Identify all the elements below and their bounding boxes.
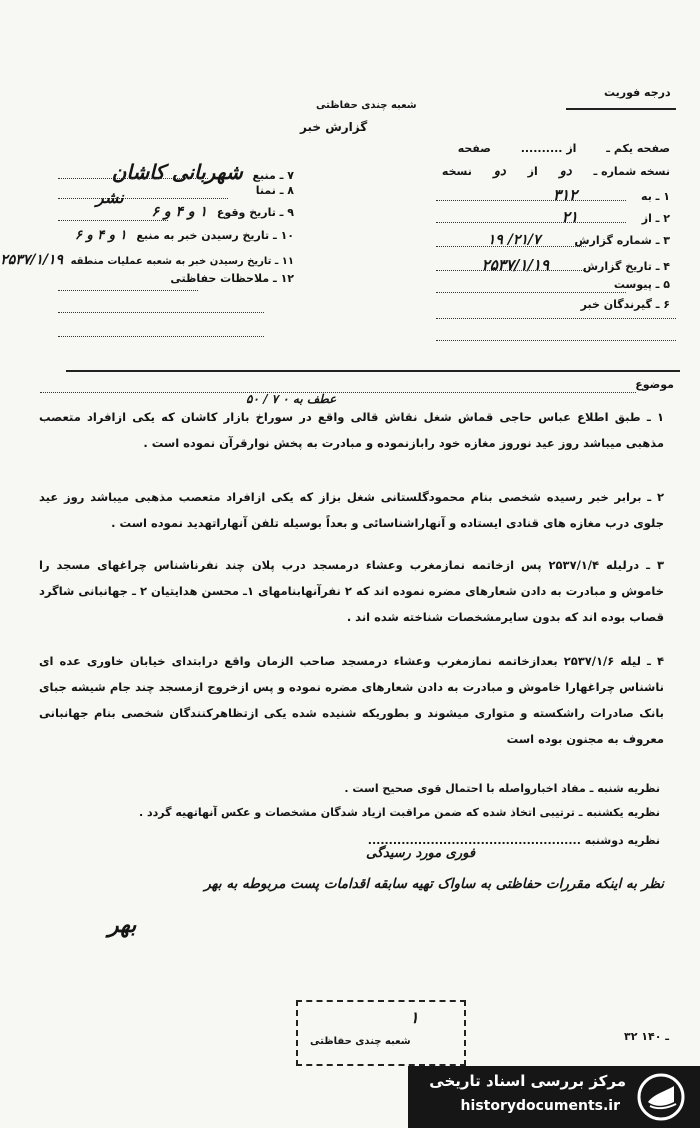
received-date-field <box>75 228 294 243</box>
field-label: نسخه شماره ـ <box>593 165 670 178</box>
subject-label: موضوع <box>635 378 674 391</box>
field-label: ۹ ـ تاریخ وقوع <box>216 206 294 219</box>
source-field <box>112 160 294 184</box>
dotted-line <box>58 198 228 199</box>
dotted-line <box>436 246 586 247</box>
paragraph-3: ۳ ـ درلیله ۲۵۳۷/۱/۴ پس ازخاتمه نمازمغرب وعشاء درمسجد درب پلان چند نفرناشناس چراغهای مسجد را خاموش و مبادرت به دادن شعارهای مضره نموده اند که ۲ نفرآنهابنامهای ۱ـ محسن هدایتیان ۲ ـ جهانبانی شاگرد قصاب بوده اند که بدون سایرمشخصات شناخته شده اند . <box>39 558 664 624</box>
report-date-field <box>482 256 670 274</box>
field-value: شهربانی کاشان <box>111 160 243 184</box>
dotted-line <box>436 318 676 319</box>
urgency-label: درجه فوریت <box>604 86 671 99</box>
opinion-sunday: نظریه یکشنبه ـ ترتیبی اتخاذ شده که ضمن مراقبت ازیاد شدگان مشخصات و عکس آنهاتهیه گردد . <box>138 806 660 819</box>
opinion-monday: نظریه دوشنبه ................................................... <box>367 834 660 847</box>
registry-stamp <box>296 1000 466 1066</box>
paragraph-1: ۱ ـ طبق اطلاع عباس حاجی قماش شغل نقاش قالی واقع در سوراخ بازار کاشان که یکی ازافراد متعصب مذهبی میباشد روز عید نوروز مغازه خود رابازنموده و مبادرت به پخش نوارقرآن نموده است . <box>39 410 664 450</box>
field-value: ۲۱/۷/ ۱۹ <box>487 232 541 248</box>
book-logo-icon <box>636 1072 686 1122</box>
field-label: ۴ ـ تاریخ گزارش <box>582 260 670 273</box>
stamp-text: شعبه چندی حفاظتی <box>310 1036 411 1047</box>
field-label: ۱۲ ـ ملاحظات حفاظتی <box>170 272 294 285</box>
urgency-underline <box>566 108 676 110</box>
recipients-field <box>581 298 670 311</box>
handwritten-note-1: نشر <box>96 188 124 207</box>
field-label: ۸ ـ نمنا <box>255 184 294 197</box>
document-code: ۳۲ ـ ۱۴۰ <box>624 1030 670 1043</box>
dotted-line <box>58 336 264 337</box>
dotted-line <box>436 292 626 293</box>
field-label: ۱۰ ـ تاریخ رسیدن خبر به منبع <box>136 229 294 242</box>
field-value: ۲۵۳۷/۱/۱۹ <box>481 256 550 274</box>
subject-line <box>40 392 636 393</box>
handwritten-signature: بهر <box>108 912 137 938</box>
field-label: ۲ ـ از <box>641 212 670 225</box>
dotted-line <box>436 340 676 341</box>
sender-field <box>562 208 670 226</box>
area-field <box>256 184 294 197</box>
page-number-field <box>458 142 670 155</box>
field-value: ۱ و ۴ و ۶ <box>74 228 127 243</box>
handwritten-note-3: نظر به اینکه مقررات حفاظتی به ساواک تهیه سابقه اقدامات پست مربوطه به بهر <box>204 876 664 892</box>
field-label: ۳ ـ شماره گزارش <box>574 234 670 247</box>
field-label: ۵ ـ پیوست <box>613 278 670 291</box>
handwritten-note-2: فوری مورد رسیدگی <box>366 846 476 861</box>
field-separator: از <box>527 165 538 178</box>
dotted-line <box>436 222 626 223</box>
subject-annotation: عطف به ۰ ۷ / ۵۰ <box>246 392 337 406</box>
dotted-line <box>58 178 208 179</box>
dotted-line <box>436 200 626 201</box>
paragraph-4: ۴ ـ لیله ۲۵۳۷/۱/۶ بعدازخاتمه نمازمغرب وعشاء درمسجد صاحب الزمان واقع درابتدای خیابان خاوری عده ای ناشناس چراغهارا خاموش و مبادرت به دادن شعارهای مضره نموده و پس ازخروج ازمسجد چند جام شیشه جبای بانک صادرات راشکسته و متواری میشوند و بطوریکه شنیده شده یکی ازتظاهرکنندگان شخصی بنام جهانبانی معروف به مجنون بوده است <box>39 654 664 746</box>
department-label: شعبه چندی حفاظتی <box>316 100 417 111</box>
paragraph-2: ۲ ـ برابر خبر رسیده شخصی بنام محمودگلستانی شغل بزاز که یکی ازافراد متعصب مذهبی میباشد روز عید جلوی درب مغازه های قنادی ایستاده و آنهاراشناسائی و بعداً بوسیله تلفن آنهاراتهدید نموده است . <box>39 490 664 530</box>
field-value: ۱ و ۴ و ۶ <box>151 204 208 220</box>
dotted-line <box>58 220 168 221</box>
copy-number-field <box>442 164 670 179</box>
field-value: ۳۱۲ <box>553 186 578 204</box>
field-label: ۱ ـ به <box>641 190 670 203</box>
field-value: ۲۱ <box>561 208 578 226</box>
header-separator <box>66 370 680 372</box>
watermark-site: historydocuments.ir <box>460 1098 620 1114</box>
field-value: دو <box>559 164 572 179</box>
stamp-number: ۱ <box>410 1008 419 1027</box>
security-notes-field <box>170 272 294 285</box>
dotted-line <box>58 290 198 291</box>
field-value: ۲۵۳۷/۱/۱۹ <box>0 252 64 268</box>
field-label: ۶ ـ گیرندگان خبر <box>580 298 670 311</box>
field-tail: صفحه <box>457 142 491 155</box>
regional-received-date-field <box>0 252 294 268</box>
dotted-line <box>58 312 264 313</box>
watermark-title: مرکز بررسی اسناد تاریخی <box>429 1072 626 1090</box>
watermark-banner <box>408 1066 700 1128</box>
field-separator: از .......... <box>520 142 577 155</box>
opinion-saturday: نظریه شنبه ـ مفاد اخبارواصله با احتمال قوی صحیح است . <box>344 782 660 795</box>
attachment-field <box>614 278 670 291</box>
event-date-field <box>151 204 294 220</box>
field-label: ۱۱ ـ تاریخ رسیدن خبر به شعبه عملیات منطقه <box>70 256 294 267</box>
field-tail: نسخه <box>441 165 472 178</box>
field-label: ۷ ـ منبع <box>252 169 294 182</box>
form-title: گزارش خبر <box>300 120 368 134</box>
dotted-line <box>436 270 586 271</box>
recipient-field <box>553 186 670 204</box>
field-value: دو <box>493 164 506 179</box>
field-label: صفحه یکم ـ <box>606 142 670 155</box>
